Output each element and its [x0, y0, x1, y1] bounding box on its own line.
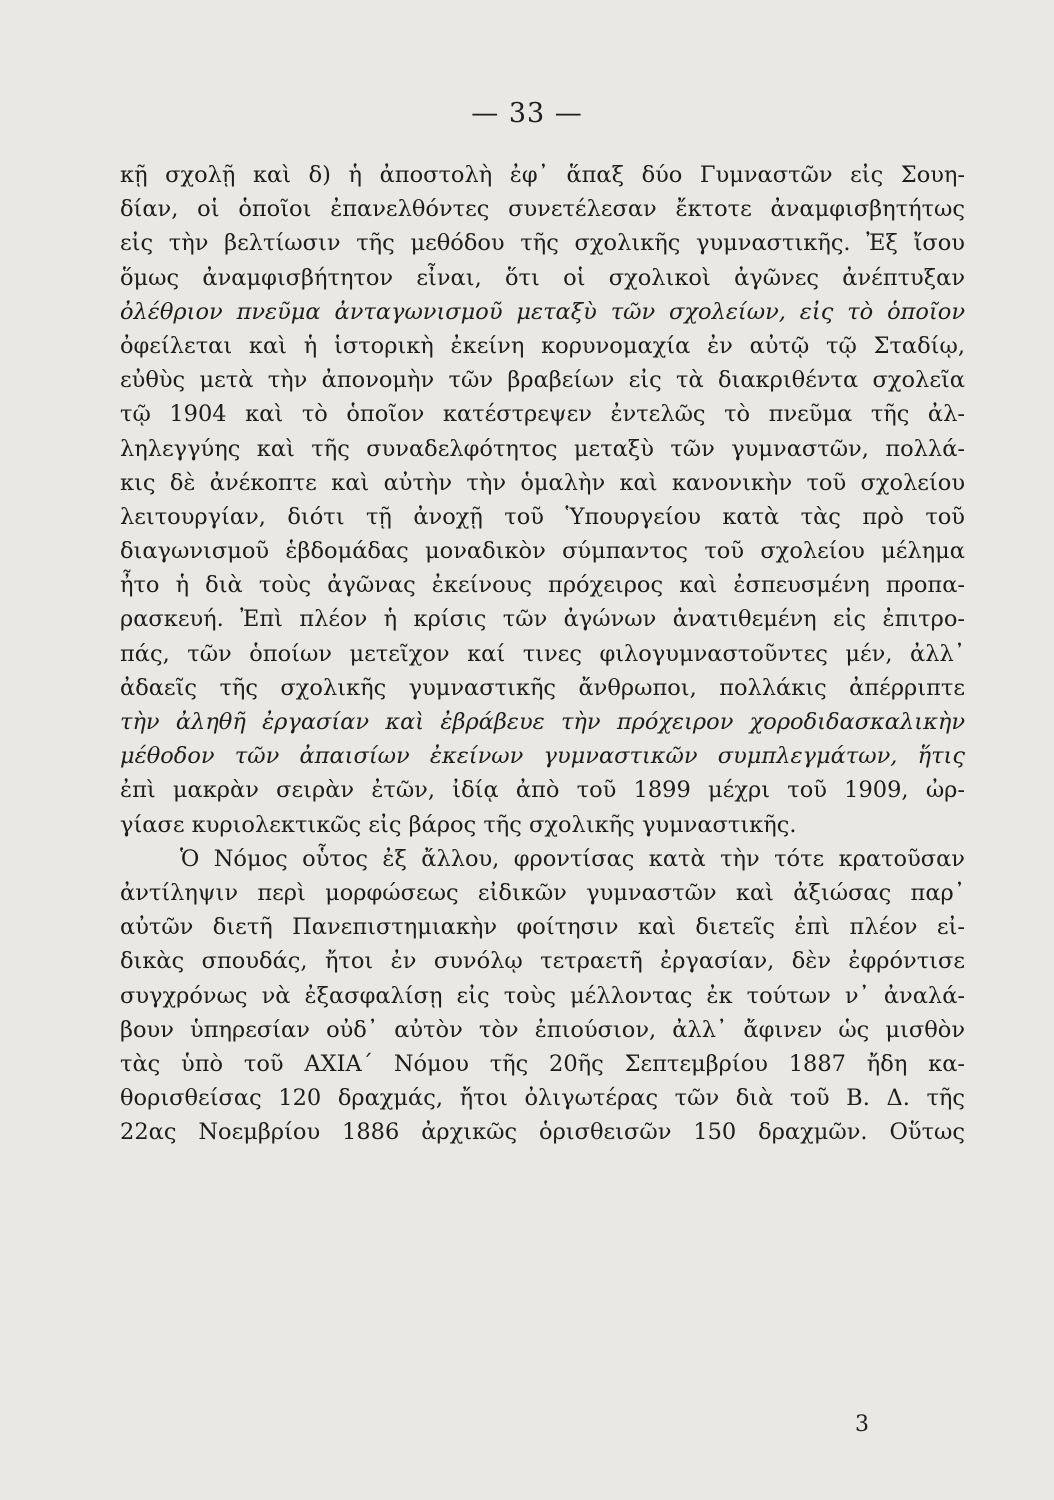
text-line: λειτουργίαν, διότι τῇ ἀνοχῇ τοῦ Ὑπουργείου κατὰ τὰς πρὸ τοῦ [120, 503, 965, 530]
text-line: τῷ 1904 καὶ τὸ ὁποῖον κατέστρεψεν ἐντελῶς τὸ πνεῦμα τῆς ἀλ- [120, 401, 965, 428]
text-line: ὅμως ἀναμφισβήτητον εἶναι, ὅτι οἱ σχολικοὶ ἀγῶνες ἀνέπτυξαν [120, 264, 965, 291]
text-line: ληλεγγύης καὶ τῆς συναδελφότητος μεταξὺ τῶν γυμναστῶν, πολλά- [120, 435, 965, 462]
text-line: ἀντίληψιν περὶ μορφώσεως εἰδικῶν γυμναστῶν καὶ ἀξιώσας παρ᾽ [120, 879, 965, 906]
text-line: συγχρόνως νὰ ἐξασφαλίσῃ εἰς τοὺς μέλλοντας ἐκ τούτων ν᾽ ἀναλά- [120, 982, 965, 1009]
text-line: δίαν, οἱ ὁποῖοι ἐπανελθόντες συνετέλεσαν ἔκτοτε ἀναμφισβητήτως [120, 196, 965, 223]
text-line: εἰς τὴν βελτίωσιν τῆς μεθόδου τῆς σχολικῆς γυμναστικῆς. Ἐξ ἴσου [120, 230, 965, 257]
text-line: ἐπὶ μακρὰν σειρὰν ἐτῶν, ἰδίᾳ ἀπὸ τοῦ 1899 μέχρι τοῦ 1909, ὠρ- [120, 777, 965, 804]
text-line: τὴν ἀληθῆ ἐργασίαν καὶ ἐβράβευε τὴν πρόχειρον χοροδιδασκαλικὴν [120, 709, 965, 735]
text-line: εὐθὺς μετὰ τὴν ἀπονομὴν τῶν βραβείων εἰς τὰ διακριθέντα σχολεῖα [120, 367, 965, 394]
signature-mark: 3 [855, 1412, 869, 1437]
page-number: — 33 — [471, 98, 583, 129]
text-line: 22ας Νοεμβρίου 1886 ἀρχικῶς ὁρισθεισῶν 150 δραχμῶν. Οὕτως [120, 1119, 965, 1146]
text-line: Ὁ Νόμος οὗτος ἐξ ἄλλου, φροντίσας κατὰ τὴν τότε κρατοῦσαν [180, 845, 965, 872]
text-line: τὰς ὑπὸ τοῦ ΑΧΙΑ΄ Νόμου τῆς 20ῆς Σεπτεμβρίου 1887 ἤδη κα- [120, 1050, 965, 1077]
text-line: διαγωνισμοῦ ἑβδομάδας μοναδικὸν σύμπαντος τοῦ σχολείου μέλημα [120, 538, 965, 565]
text-line: ὀλέθριον πνεῦμα ἀνταγωνισμοῦ μεταξὺ τῶν σχολείων, εἰς τὸ ὁποῖον [120, 298, 965, 325]
text-line: αὐτῶν διετῆ Πανεπιστημιακὴν φοίτησιν καὶ διετεῖς ἐπὶ πλέον εἰ- [120, 914, 965, 941]
text-line: θορισθείσας 120 δραχμάς, ἤτοι ὀλιγωτέρας τῶν διὰ τοῦ Β. Δ. τῆς [120, 1085, 965, 1112]
text-line: κῇ σχολῇ καὶ δ) ἡ ἀποστολὴ ἐφ᾽ ἅπαξ δύο Γυμναστῶν εἰς Σουη- [120, 162, 965, 188]
text-line: βουν ὑπηρεσίαν οὐδ᾽ αὐτὸν τὸν ἐπιούσιον, ἀλλ᾽ ἄφινεν ὡς μισθὸν [120, 1016, 965, 1043]
text-line: δικὰς σπουδάς, ἤτοι ἐν συνόλῳ τετραετῆ ἐργασίαν, δὲν ἐφρόντισε [120, 948, 965, 975]
text-line: πάς, τῶν ὁποίων μετεῖχον καί τινες φιλογυμναστοῦντες μέν, ἀλλ᾽ [120, 640, 965, 667]
text-line: κις δὲ ἀνέκοπτε καὶ αὐτὴν τὴν ὁμαλὴν καὶ κανονικὴν τοῦ σχολείου [120, 469, 965, 496]
body-text [120, 158, 965, 1149]
text-line: ἦτο ἡ διὰ τοὺς ἀγῶνας ἐκείνους πρόχειρος καὶ ἐσπευσμένη προπα- [120, 572, 965, 599]
text-line: γίασε κυριολεκτικῶς εἰς βάρος τῆς σχολικῆς γυμναστικῆς. [120, 811, 797, 838]
text-line: ἀδαεῖς τῆς σχολικῆς γυμναστικῆς ἄνθρωποι, πολλάκις ἀπέρριπτε [120, 674, 965, 701]
text-line: ρασκευή. Ἐπὶ πλέον ἡ κρίσις τῶν ἀγώνων ἀνατιθεμένη εἰς ἐπιτρο- [120, 606, 965, 633]
text-line: ὀφείλεται καὶ ἡ ἱστορικὴ ἐκείνη κορυνομαχία ἐν αὐτῷ τῷ Σταδίῳ, [120, 332, 965, 359]
text-line: μέθοδον τῶν ἀπαισίων ἐκείνων γυμναστικῶν συμπλεγμάτων, ἥτις [120, 743, 965, 770]
